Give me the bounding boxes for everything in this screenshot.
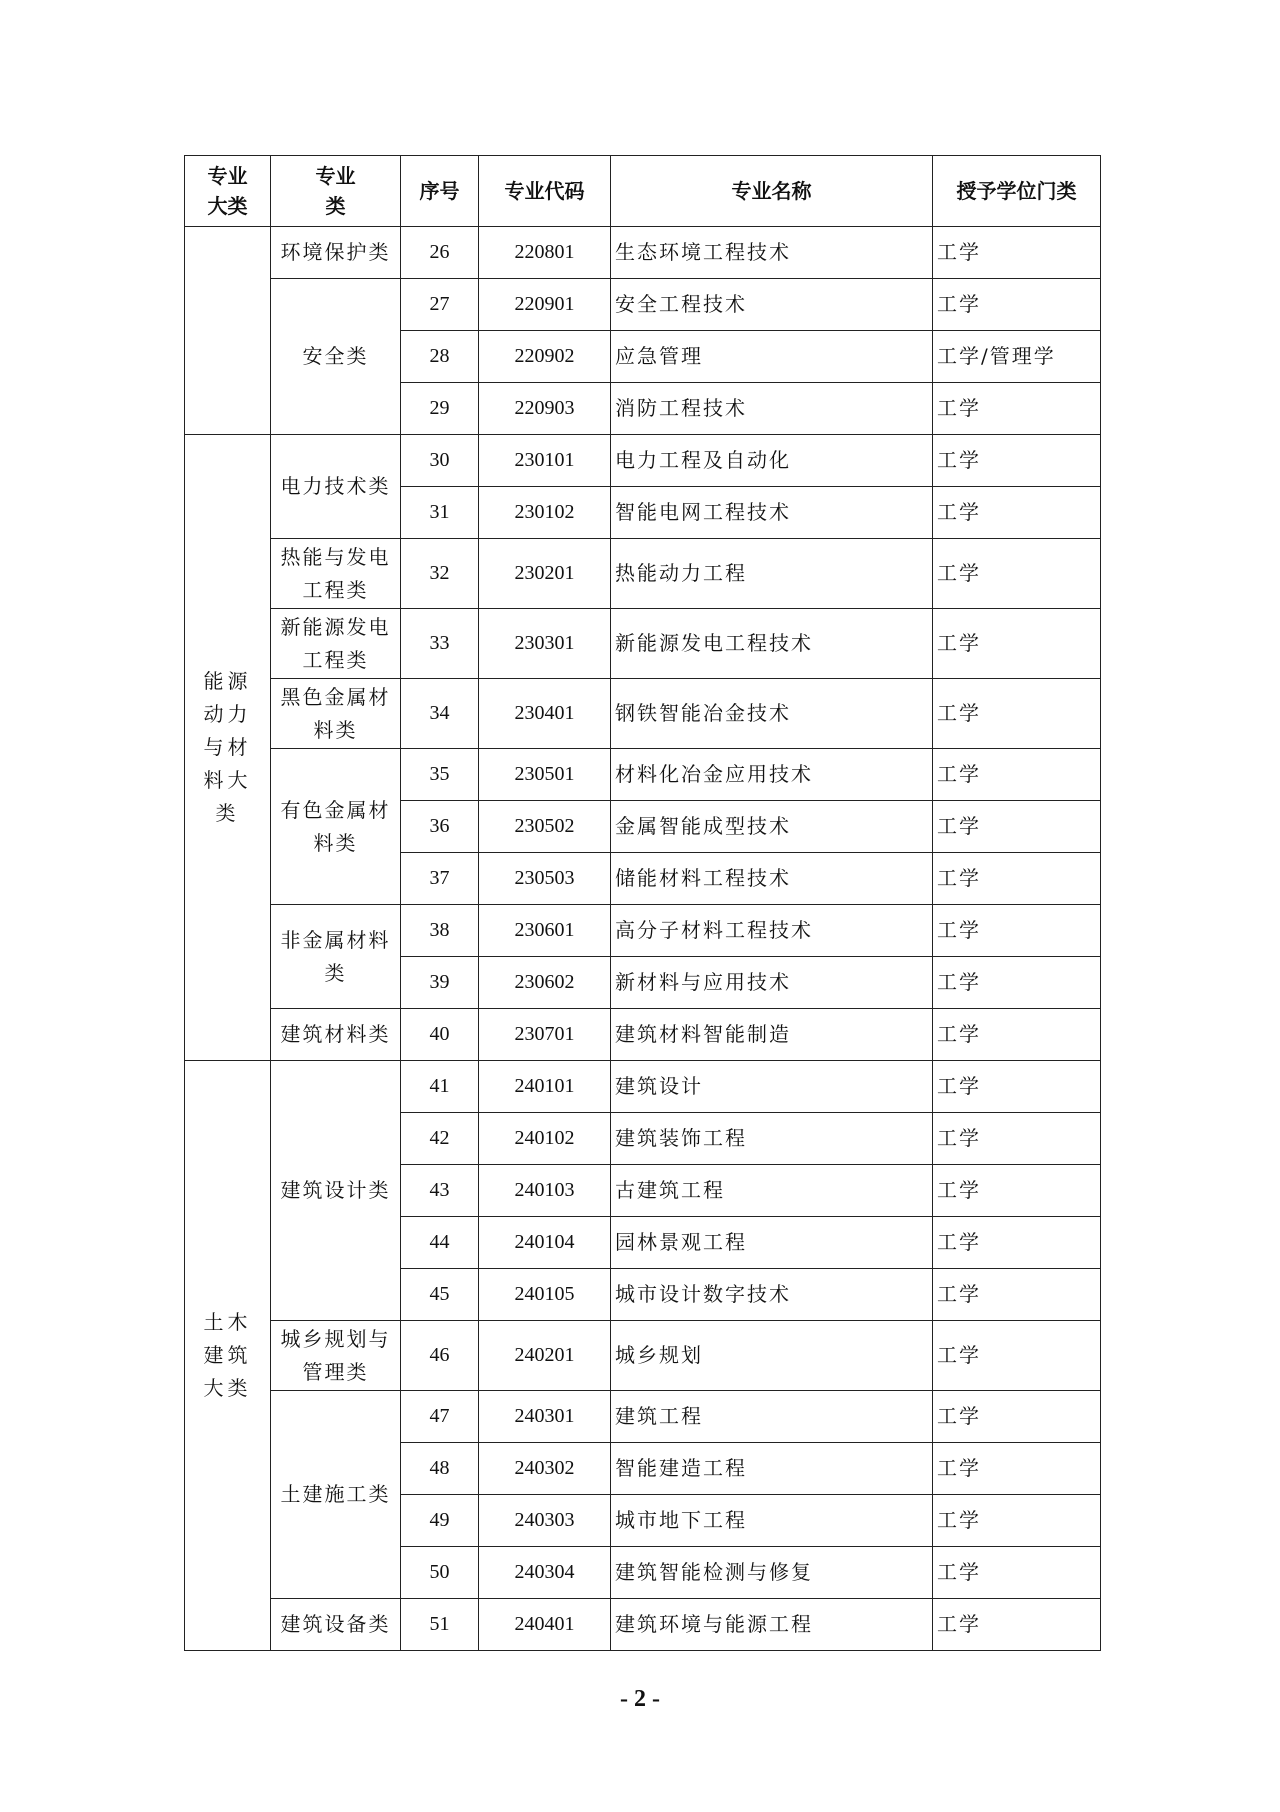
code-cell: 240301 bbox=[479, 1391, 611, 1443]
degree-cell: 工学 bbox=[933, 487, 1101, 539]
major-name-cell: 热能动力工程 bbox=[611, 539, 933, 609]
degree-cell: 工学 bbox=[933, 1321, 1101, 1391]
code-cell: 230201 bbox=[479, 539, 611, 609]
table-row bbox=[185, 1061, 1101, 1113]
major-category-label: 能源动力与材料大类 bbox=[203, 669, 252, 825]
major-name-cell: 建筑设计 bbox=[611, 1061, 933, 1113]
subcategory-cell bbox=[271, 905, 401, 1009]
major-category-label: 土木建筑大类 bbox=[203, 1310, 252, 1400]
seq-cell: 49 bbox=[401, 1495, 479, 1547]
code-cell: 230502 bbox=[479, 801, 611, 853]
degree-cell: 工学/管理学 bbox=[933, 331, 1101, 383]
table-row bbox=[185, 1391, 1101, 1443]
code-cell: 240101 bbox=[479, 1061, 611, 1113]
code-cell: 240304 bbox=[479, 1547, 611, 1599]
subcategory-cell bbox=[271, 1009, 401, 1061]
table-row bbox=[185, 435, 1101, 487]
degree-cell: 工学 bbox=[933, 227, 1101, 279]
header-degree: 授予学位门类 bbox=[933, 156, 1101, 227]
subcategory-cell bbox=[271, 227, 401, 279]
seq-cell: 50 bbox=[401, 1547, 479, 1599]
code-cell: 230401 bbox=[479, 679, 611, 749]
major-name-cell: 建筑智能检测与修复 bbox=[611, 1547, 933, 1599]
code-cell: 240105 bbox=[479, 1269, 611, 1321]
subcategory-cell bbox=[271, 1321, 401, 1391]
code-cell: 240201 bbox=[479, 1321, 611, 1391]
major-name-cell: 安全工程技术 bbox=[611, 279, 933, 331]
degree-cell: 工学 bbox=[933, 1113, 1101, 1165]
degree-cell: 工学 bbox=[933, 1165, 1101, 1217]
major-name-cell: 园林景观工程 bbox=[611, 1217, 933, 1269]
major-name-cell: 材料化冶金应用技术 bbox=[611, 749, 933, 801]
seq-cell: 35 bbox=[401, 749, 479, 801]
table-body bbox=[185, 227, 1101, 1651]
seq-cell: 37 bbox=[401, 853, 479, 905]
seq-cell: 44 bbox=[401, 1217, 479, 1269]
majors-table bbox=[184, 155, 1101, 1651]
degree-cell: 工学 bbox=[933, 1217, 1101, 1269]
seq-cell: 39 bbox=[401, 957, 479, 1009]
page-number: - 2 - bbox=[620, 1686, 660, 1712]
degree-cell: 工学 bbox=[933, 609, 1101, 679]
major-name-cell: 建筑环境与能源工程 bbox=[611, 1599, 933, 1651]
degree-cell: 工学 bbox=[933, 279, 1101, 331]
subcategory-label: 建筑材料类 bbox=[280, 1022, 391, 1046]
code-cell: 240401 bbox=[479, 1599, 611, 1651]
table-row bbox=[185, 1599, 1101, 1651]
degree-cell: 工学 bbox=[933, 383, 1101, 435]
table-row bbox=[185, 1009, 1101, 1061]
subcategory-label: 建筑设计类 bbox=[280, 1178, 391, 1202]
seq-cell: 32 bbox=[401, 539, 479, 609]
major-category-cell bbox=[185, 1061, 271, 1651]
major-name-cell: 应急管理 bbox=[611, 331, 933, 383]
code-cell: 230602 bbox=[479, 957, 611, 1009]
degree-cell: 工学 bbox=[933, 1269, 1101, 1321]
table-row bbox=[185, 749, 1101, 801]
seq-cell: 46 bbox=[401, 1321, 479, 1391]
major-name-cell: 钢铁智能冶金技术 bbox=[611, 679, 933, 749]
major-name-cell: 城市设计数字技术 bbox=[611, 1269, 933, 1321]
degree-cell: 工学 bbox=[933, 957, 1101, 1009]
header-name: 专业名称 bbox=[611, 156, 933, 227]
code-cell: 220801 bbox=[479, 227, 611, 279]
table-row bbox=[185, 905, 1101, 957]
subcategory-label: 黑色金属材料类 bbox=[280, 684, 391, 742]
degree-cell: 工学 bbox=[933, 1495, 1101, 1547]
seq-cell: 26 bbox=[401, 227, 479, 279]
code-cell: 220902 bbox=[479, 331, 611, 383]
seq-cell: 29 bbox=[401, 383, 479, 435]
major-name-cell: 新材料与应用技术 bbox=[611, 957, 933, 1009]
major-name-cell: 古建筑工程 bbox=[611, 1165, 933, 1217]
major-name-cell: 消防工程技术 bbox=[611, 383, 933, 435]
subcategory-label: 环境保护类 bbox=[280, 240, 391, 264]
code-cell: 230601 bbox=[479, 905, 611, 957]
subcategory-label: 非金属材料类 bbox=[280, 927, 391, 985]
header-major-category: 专业大类 bbox=[185, 156, 271, 227]
subcategory-cell bbox=[271, 1391, 401, 1599]
major-category-cell bbox=[185, 435, 271, 1061]
code-cell: 230501 bbox=[479, 749, 611, 801]
major-name-cell: 城乡规划 bbox=[611, 1321, 933, 1391]
subcategory-label: 城乡规划与管理类 bbox=[280, 1326, 391, 1384]
seq-cell: 40 bbox=[401, 1009, 479, 1061]
degree-cell: 工学 bbox=[933, 679, 1101, 749]
major-name-cell: 生态环境工程技术 bbox=[611, 227, 933, 279]
subcategory-cell bbox=[271, 279, 401, 435]
seq-cell: 36 bbox=[401, 801, 479, 853]
header-row bbox=[185, 156, 1101, 227]
subcategory-cell bbox=[271, 679, 401, 749]
degree-cell: 工学 bbox=[933, 853, 1101, 905]
table-row bbox=[185, 539, 1101, 609]
header-code: 专业代码 bbox=[479, 156, 611, 227]
degree-cell: 工学 bbox=[933, 749, 1101, 801]
major-category-cell bbox=[185, 227, 271, 435]
seq-cell: 42 bbox=[401, 1113, 479, 1165]
degree-cell: 工学 bbox=[933, 1443, 1101, 1495]
major-name-cell: 电力工程及自动化 bbox=[611, 435, 933, 487]
seq-cell: 45 bbox=[401, 1269, 479, 1321]
seq-cell: 41 bbox=[401, 1061, 479, 1113]
subcategory-label: 有色金属材料类 bbox=[280, 797, 391, 855]
degree-cell: 工学 bbox=[933, 539, 1101, 609]
degree-cell: 工学 bbox=[933, 905, 1101, 957]
code-cell: 230701 bbox=[479, 1009, 611, 1061]
subcategory-label: 安全类 bbox=[302, 344, 369, 368]
code-cell: 230301 bbox=[479, 609, 611, 679]
major-name-cell: 建筑材料智能制造 bbox=[611, 1009, 933, 1061]
subcategory-cell bbox=[271, 609, 401, 679]
code-cell: 220901 bbox=[479, 279, 611, 331]
subcategory-label: 建筑设备类 bbox=[280, 1612, 391, 1636]
subcategory-label: 热能与发电工程类 bbox=[280, 544, 391, 602]
table-row bbox=[185, 279, 1101, 331]
subcategory-label: 电力技术类 bbox=[280, 474, 391, 498]
header-seq: 序号 bbox=[401, 156, 479, 227]
code-cell: 230101 bbox=[479, 435, 611, 487]
degree-cell: 工学 bbox=[933, 435, 1101, 487]
seq-cell: 30 bbox=[401, 435, 479, 487]
major-name-cell: 金属智能成型技术 bbox=[611, 801, 933, 853]
subcategory-label: 土建施工类 bbox=[280, 1482, 391, 1506]
seq-cell: 33 bbox=[401, 609, 479, 679]
degree-cell: 工学 bbox=[933, 1547, 1101, 1599]
code-cell: 240102 bbox=[479, 1113, 611, 1165]
table-row bbox=[185, 609, 1101, 679]
degree-cell: 工学 bbox=[933, 1061, 1101, 1113]
seq-cell: 38 bbox=[401, 905, 479, 957]
subcategory-label: 新能源发电工程类 bbox=[280, 614, 391, 672]
major-name-cell: 城市地下工程 bbox=[611, 1495, 933, 1547]
subcategory-cell bbox=[271, 1599, 401, 1651]
degree-cell: 工学 bbox=[933, 1599, 1101, 1651]
subcategory-cell bbox=[271, 435, 401, 539]
code-cell: 230503 bbox=[479, 853, 611, 905]
major-name-cell: 新能源发电工程技术 bbox=[611, 609, 933, 679]
code-cell: 230102 bbox=[479, 487, 611, 539]
code-cell: 240104 bbox=[479, 1217, 611, 1269]
major-name-cell: 智能建造工程 bbox=[611, 1443, 933, 1495]
seq-cell: 27 bbox=[401, 279, 479, 331]
subcategory-cell bbox=[271, 749, 401, 905]
seq-cell: 43 bbox=[401, 1165, 479, 1217]
major-name-cell: 建筑工程 bbox=[611, 1391, 933, 1443]
table-row bbox=[185, 1321, 1101, 1391]
degree-cell: 工学 bbox=[933, 801, 1101, 853]
major-name-cell: 建筑装饰工程 bbox=[611, 1113, 933, 1165]
seq-cell: 48 bbox=[401, 1443, 479, 1495]
major-name-cell: 储能材料工程技术 bbox=[611, 853, 933, 905]
seq-cell: 47 bbox=[401, 1391, 479, 1443]
code-cell: 220903 bbox=[479, 383, 611, 435]
code-cell: 240302 bbox=[479, 1443, 611, 1495]
seq-cell: 51 bbox=[401, 1599, 479, 1651]
subcategory-cell bbox=[271, 539, 401, 609]
code-cell: 240303 bbox=[479, 1495, 611, 1547]
table-row bbox=[185, 227, 1101, 279]
seq-cell: 34 bbox=[401, 679, 479, 749]
degree-cell: 工学 bbox=[933, 1391, 1101, 1443]
major-name-cell: 高分子材料工程技术 bbox=[611, 905, 933, 957]
header-subcategory: 专业类 bbox=[271, 156, 401, 227]
table-row bbox=[185, 679, 1101, 749]
code-cell: 240103 bbox=[479, 1165, 611, 1217]
subcategory-cell bbox=[271, 1061, 401, 1321]
degree-cell: 工学 bbox=[933, 1009, 1101, 1061]
seq-cell: 28 bbox=[401, 331, 479, 383]
major-name-cell: 智能电网工程技术 bbox=[611, 487, 933, 539]
seq-cell: 31 bbox=[401, 487, 479, 539]
